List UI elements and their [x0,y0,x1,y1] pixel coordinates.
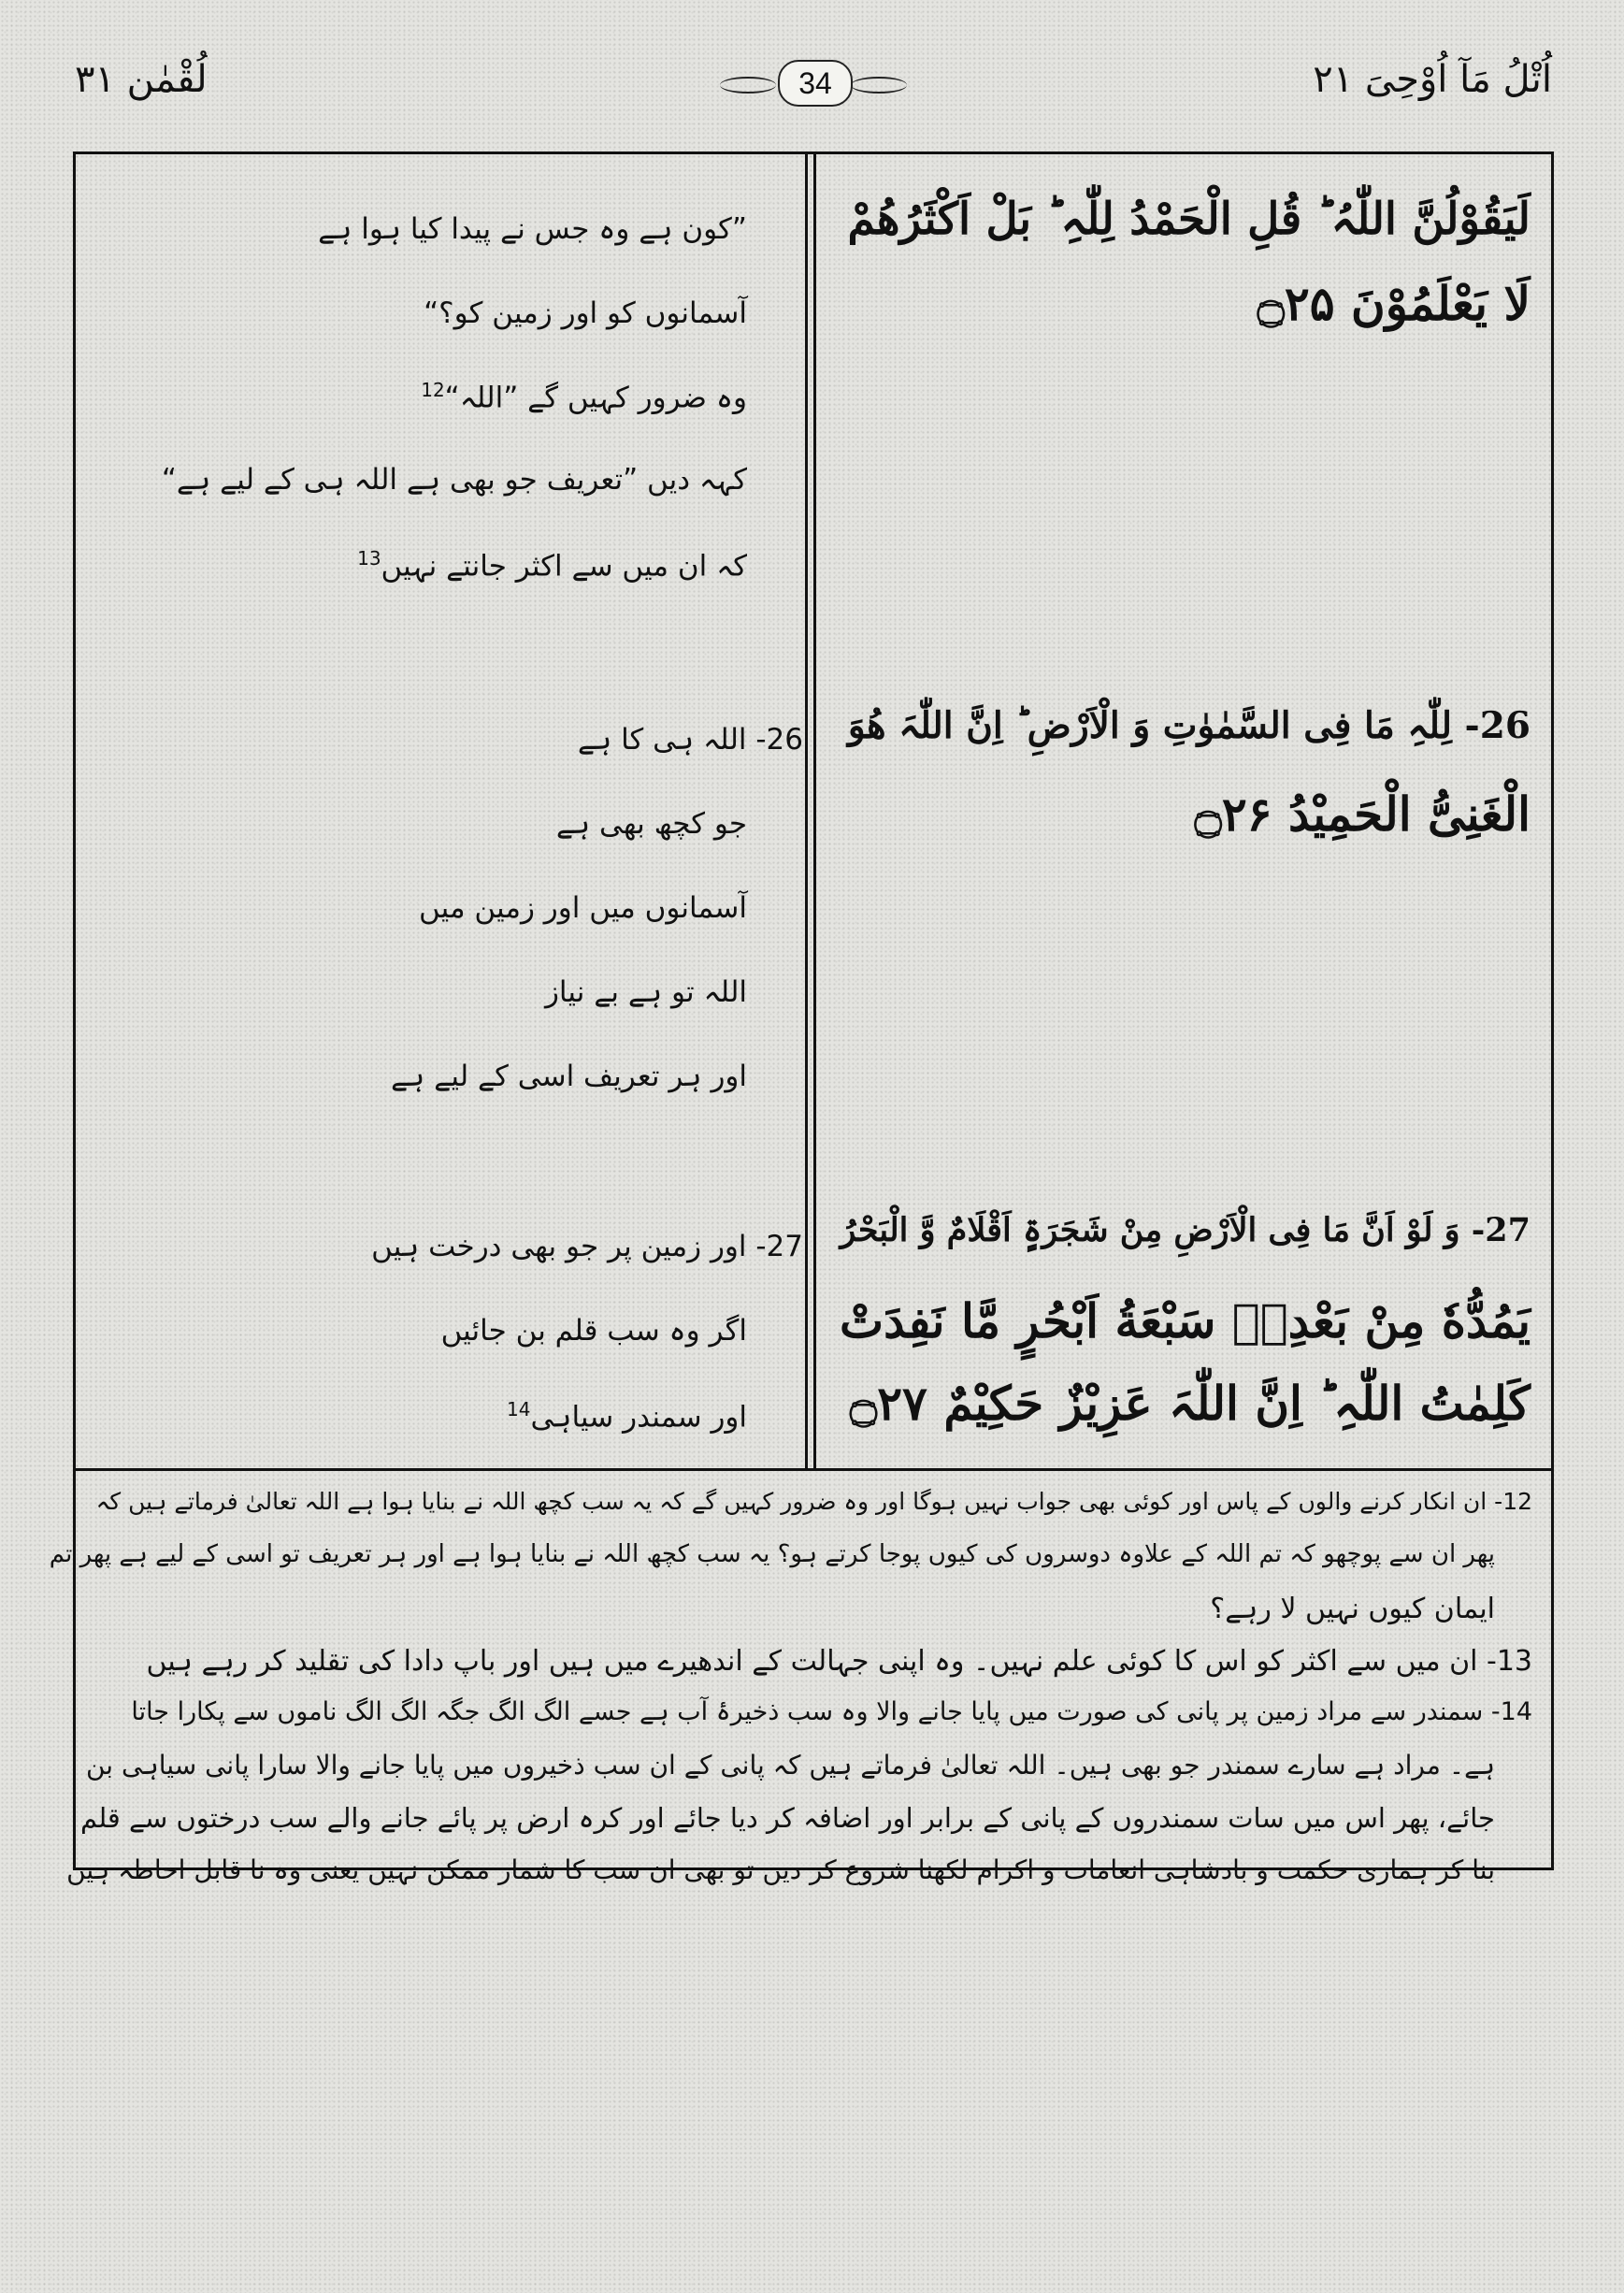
footnote-ref: 13 [357,547,381,570]
urdu-line [507,1398,747,1434]
arabic-line: لَا یَعْلَمُوْنَ ۝۲۵ [1257,276,1531,331]
footnote-line: ایمان کیوں نہیں لا رہے؟ [1210,1593,1495,1625]
footnote-line: ہے۔ مراد ہے سارے سمندر جو بھی ہیں۔ اللہ تعالیٰ فرماتے ہیں کہ پانی کے ان سب ذخیروں میں پایا جانے والا سارا پانی سیاہی بن [85,1750,1495,1781]
footnote-line: جائے، پھر اس میں سات سمندروں کے پانی کے برابر اور اضافہ کر دیا جائے اور کرہ ارض پر پائے جانے والے سب درختوں سے قلم [80,1802,1495,1834]
urdu-text: وہ ضرور کہیں گے ”اللہ“ [444,381,747,415]
verse-frame [73,151,1554,1471]
urdu-line: آسمانوں میں اور زمین میں [419,891,747,925]
footnote-ref: 14 [507,1398,531,1421]
footnote-line: 12- ان انکار کرنے والوں کے پاس اور کوئی بھی جواب نہیں ہوگا اور وہ ضرور کہیں گے کہ یہ سب کچھ اللہ نے بنایا ہوا ہے اللہ تعالیٰ فرماتے ہیں کہ [95,1488,1532,1515]
footnote-line: بنا کر ہماری حکمت و بادشاہی انعامات و اکرام لکھنا شروع کر دیں تو بھی ان سب کا شمار ممکن نہیں یعنی وہ نا قابل احاطہ ہیں [66,1854,1495,1885]
urdu-line: اگر وہ سب قلم بن جائیں [440,1314,747,1348]
urdu-line: جو کچھ بھی ہے [555,807,747,841]
juz-name: اُتْلُ مَآ اُوْحِیَ ۲۱ [1313,58,1552,101]
ornament-left-icon [720,77,776,94]
footnotes-section [49,1471,1554,1885]
arabic-line: كَلِمٰتُ اللّٰہِ ؕ اِنَّ اللّٰہَ عَزِیْزٌ حَكِیْمٌ ۝۲۷ [849,1376,1531,1431]
urdu-line: 26- اللہ ہی کا ہے [577,723,803,757]
ornament-right-icon [851,77,907,94]
arabic-line: الْغَنِیُّ الْحَمِیْدُ ۝۲۶ [1194,786,1531,842]
footnote-line: 14- سمندر سے مراد زمین پر پانی کی صورت میں پایا جانے والا وہ سب ذخیرۂ آب ہے جسے الگ الگ جگہ الگ الگ ناموں سے پکارا جاتا [131,1697,1532,1726]
page-number: 34 [778,60,853,107]
footnote-line: 13- ان میں سے اکثر کو اس کا کوئی علم نہیں۔ وہ اپنی جہالت کے اندھیرے میں ہیں اور باپ دادا کی تقلید کر رہے ہیں [146,1645,1532,1678]
arabic-line: 26- لِلّٰہِ مَا فِی السَّمٰوٰتِ وَ الْاَرْضِ ؕ اِنَّ اللّٰہَ ھُوَ [847,704,1531,747]
urdu-line: آسمانوں کو اور زمین کو؟“ [424,296,747,330]
arabic-line: 27- وَ لَوْ اَنَّ مَا فِی الْاَرْضِ مِنْ شَجَرَۃٍ اَقْلَامٌ وَّ الْبَحْرُ [840,1211,1531,1249]
urdu-line: کہہ دیں ”تعریف جو بھی ہے اللہ ہی کے لیے ہے“ [161,463,747,497]
urdu-text: کہ ان میں سے اکثر جانتے نہیں [381,549,747,584]
surah-name: لُقْمٰن ۳۱ [75,58,208,101]
page-number-badge [720,58,907,110]
column-divider [805,154,816,1468]
urdu-line: ”کون ہے وہ جس نے پیدا کیا ہوا ہے [318,212,747,246]
arabic-line: لَیَقُوْلُنَّ اللّٰہُ ؕ قُلِ الْحَمْدُ لِلّٰہِ ؕ بَلْ اَكْثَرُهُمْ [847,194,1531,245]
arabic-line: یَمُدُّهٗ مِنْ بَعْدِهٖ سَبْعَةُ اَبْحُرٍ مَّا نَفِدَتْ [840,1293,1531,1348]
footnote-line: پھر ان سے پوچھو کہ تم اللہ کے علاوہ دوسروں کی کیوں پوجا کرتے ہو؟ یہ سب کچھ اللہ نے بنایا ہوا ہے اور ہر تعریف تو اسی کے لیے ہے پھر تم [49,1540,1495,1568]
footnote-ref: 12 [421,379,445,401]
urdu-line: اللہ تو ہے بے نیاز [544,975,747,1009]
urdu-line: 27- اور زمین پر جو بھی درخت ہیں [371,1230,803,1263]
page-header [75,58,1552,116]
urdu-line [421,379,747,414]
urdu-line [357,547,747,583]
urdu-text: اور سمندر سیاہی [530,1400,747,1435]
urdu-line: اور ہر تعریف اسی کے لیے ہے [391,1060,747,1093]
